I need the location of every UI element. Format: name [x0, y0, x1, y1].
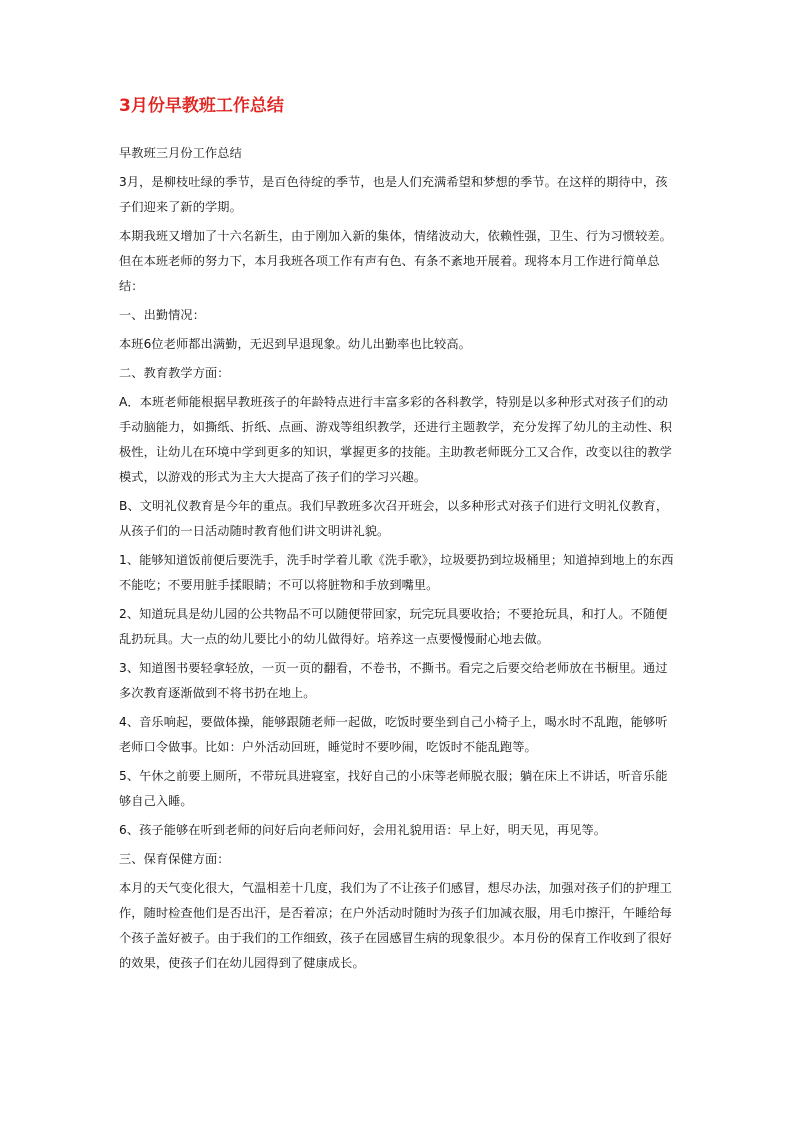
paragraph-intro: 3月，是柳枝吐绿的季节，是百色待绽的季节，也是人们充满希望和梦想的季节。在这样的期待中，孩子们迎来了新的学期。 — [119, 175, 668, 214]
list-item-5: 5、午休之前要上厕所，不带玩具进寝室，找好自己的小床等老师脱衣服；躺在床上不讲话，听音乐能够自己入睡。 — [119, 769, 668, 808]
paragraph-subtitle: 早教班三月份工作总结 — [119, 146, 242, 160]
list-item-3: 3、知道图书要轻拿轻放，一页一页的翻看，不卷书，不撕书。看完之后要交给老师放在书橱里。通过多次教育逐渐做到不将书扔在地上。 — [119, 661, 668, 700]
document-body — [119, 141, 679, 980]
paragraph-teaching-b: B、文明礼仪教育是今年的重点。我们早教班多次召开班会，以多种形式对孩子们进行文明礼仪教育，从孩子们的一日活动随时教育他们讲文明讲礼貌。 — [119, 499, 669, 538]
list-item-6: 6、孩子能够在听到老师的问好后向老师问好，会用礼貌用语：早上好，明天见，再见等。 — [119, 823, 607, 837]
paragraph-overview: 本期我班又增加了十六名新生，由于刚加入新的集体，情绪波动大，依赖性强，卫生、行为习惯较差。但在本班老师的努力下，本月我班各项工作有声有色、有条不紊地开展着。现将本月工作进行简单总结： — [119, 229, 672, 293]
list-item-4: 4、音乐响起，要做体操，能够跟随老师一起做，吃饭时要坐到自己小椅子上，喝水时不乱跑，能够听老师口令做事。比如：户外活动回班，睡觉时不要吵闹，吃饭时不能乱跑等。 — [119, 715, 668, 754]
paragraph-teaching-a: A．本班老师能根据早教班孩子的年龄特点进行丰富多彩的各科教学，特别是以多种形式对孩子们的动手动脑能力，如撕纸、折纸、点画、游戏等组织教学，还进行主题教学，充分发挥了幼儿的主动性、积极性，让幼儿在环境中学到更多的知识，掌握更多的技能。主助教老师既分工又合作，改变以往的教学模式，以游戏的形式为主大大提高了孩子们的学习兴趣。 — [119, 395, 672, 484]
list-item-1: 1、能够知道饭前便后要洗手，洗手时学着儿歌《洗手歌》，垃圾要扔到垃圾桶里；知道掉到地上的东西不能吃；不要用脏手揉眼睛；不可以将脏物和手放到嘴里。 — [119, 553, 674, 592]
section-heading-attendance: 一、出勤情况： — [119, 308, 206, 322]
section-heading-teaching: 二、教育教学方面： — [119, 366, 230, 380]
paragraph-attendance: 本班6位老师都出满勤，无迟到早退现象。幼儿出勤率也比较高。 — [119, 337, 471, 351]
document-title: 3月份早教班工作总结 — [119, 96, 284, 116]
section-heading-care: 三、保育保健方面： — [119, 852, 230, 866]
list-item-2: 2、知道玩具是幼儿园的公共物品不可以随便带回家，玩完玩具要收拾；不要抢玩具，和打人。不随便乱扔玩具。大一点的幼儿要比小的幼儿做得好。培养这一点要慢慢耐心地去做。 — [119, 607, 668, 646]
paragraph-care: 本月的天气变化很大，气温相差十几度，我们为了不让孩子们感冒，想尽办法，加强对孩子们的护理工作，随时检查他们是否出汗，是否着凉；在户外活动时随时为孩子们加减衣服，用毛巾擦汗，午睡给每个孩子盖好被子。由于我们的工作细致，孩子在园感冒生病的现象很少。本月份的保育工作收到了很好的效果，使孩子们在幼儿园得到了健康成长。 — [119, 881, 672, 970]
